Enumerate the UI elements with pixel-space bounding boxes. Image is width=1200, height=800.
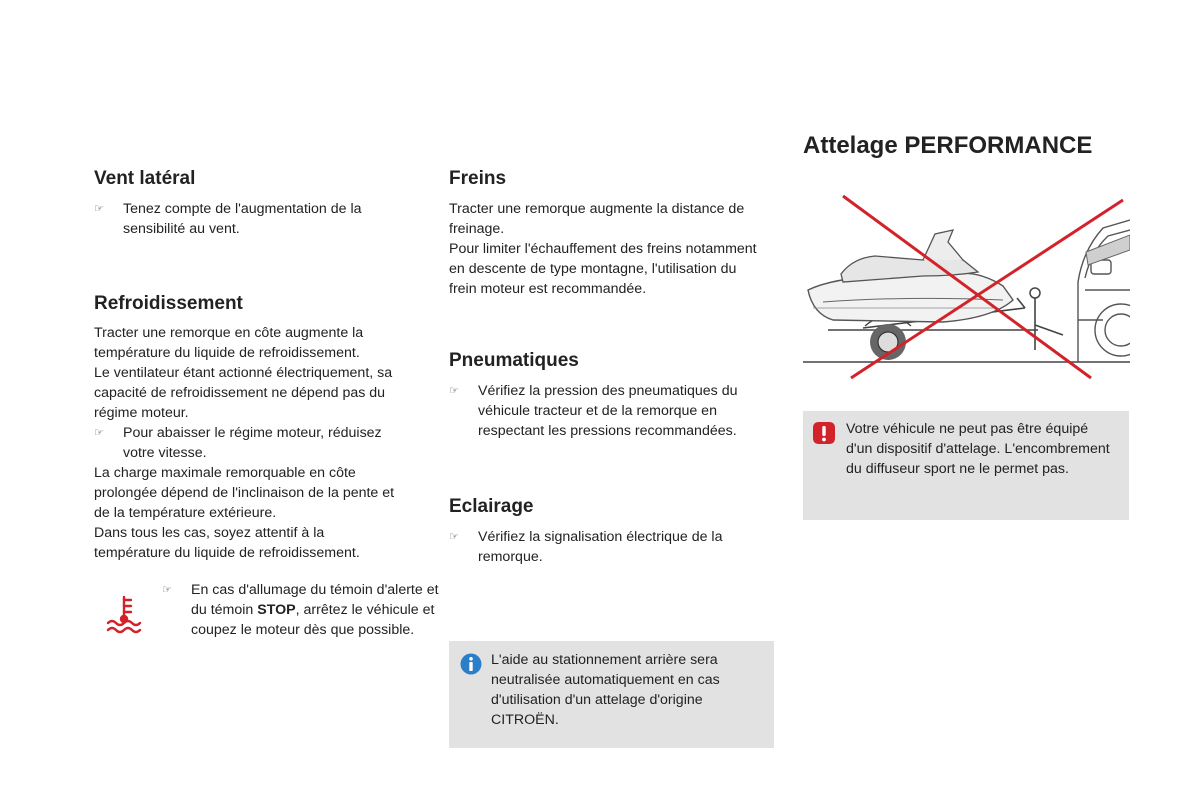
- alert-note: [803, 411, 1129, 520]
- bullet-text-end: , arrêtez le véhicule et coupez le moteur dès que possible.: [191, 602, 435, 638]
- paragraph: Dans tous les cas, soyez attentif à la température du liquide de refroidissement.: [94, 525, 360, 561]
- paragraph: Tracter une remorque augmente la distance de freinage.: [449, 201, 745, 237]
- section-title: Vent latéral: [94, 168, 196, 189]
- info-icon: [460, 653, 482, 680]
- info-note-text: L'aide au stationnement arrière sera neutralisée automatiquement en cas d'utilisation d'un attelage d'origine CITROËN.: [491, 652, 720, 728]
- pointing-hand-icon: ☞: [94, 202, 104, 215]
- stop-label: STOP: [257, 602, 296, 618]
- coolant-temperature-warning-icon: [104, 592, 144, 639]
- section-refroidissement: [94, 293, 416, 563]
- section-freins: [449, 168, 779, 299]
- alert-note-text: Votre véhicule ne peut pas être équipé d'un dispositif d'attelage. L'encombrement du diffuseur sport ne le permet pas.: [846, 421, 1110, 477]
- bullet-text: Vérifiez la signalisation électrique de la remorque.: [478, 529, 723, 565]
- paragraph: Le ventilateur étant actionné électriquement, sa capacité de refroidissement ne dépend pas du régime moteur.: [94, 365, 393, 421]
- jet-ski-trailer-crossed-out-illustration: [803, 190, 1130, 380]
- pointing-hand-icon: ☞: [94, 426, 104, 439]
- pointing-hand-icon: ☞: [162, 583, 172, 596]
- list-item: [162, 580, 443, 640]
- section-title: Freins: [449, 168, 507, 189]
- bullet-text: Pour abaisser le régime moteur, réduisez votre vitesse.: [123, 425, 382, 461]
- bullet-text: Vérifiez la pression des pneumatiques du véhicule tracteur et de la remorque en respectant les pressions recommandées.: [478, 383, 738, 439]
- alert-exclamation-icon: [812, 421, 836, 450]
- pointing-hand-icon: ☞: [449, 384, 459, 397]
- list-item: [449, 527, 778, 567]
- page-title: Attelage PERFORMANCE: [803, 132, 1093, 159]
- section-pneumatiques: [449, 350, 779, 441]
- pointing-hand-icon: ☞: [449, 530, 459, 543]
- list-item: [449, 381, 778, 441]
- bullet-text-start: En cas d'allumage du témoin d'alerte et du témoin: [191, 582, 439, 618]
- list-item: [94, 199, 413, 239]
- section-title: Refroidissement: [94, 293, 243, 314]
- info-note: [449, 641, 774, 748]
- paragraph: La charge maximale remorquable en côte prolongée dépend de l'inclinaison de la pente et de la température extérieure.: [94, 465, 395, 521]
- section-eclairage: [449, 496, 779, 567]
- bullet-text: Tenez compte de l'augmentation de la sensibilité au vent.: [123, 201, 362, 237]
- list-item: [94, 423, 413, 463]
- section-title: Eclairage: [449, 496, 534, 517]
- paragraph: Tracter une remorque en côte augmente la température du liquide de refroidissement.: [94, 325, 364, 361]
- section-vent-lateral: [94, 168, 414, 239]
- section-title: Pneumatiques: [449, 350, 579, 371]
- paragraph: Pour limiter l'échauffement des freins notamment en descente de type montagne, l'utilisation du frein moteur est recommandée.: [449, 241, 757, 297]
- coolant-warning-block: [94, 580, 439, 670]
